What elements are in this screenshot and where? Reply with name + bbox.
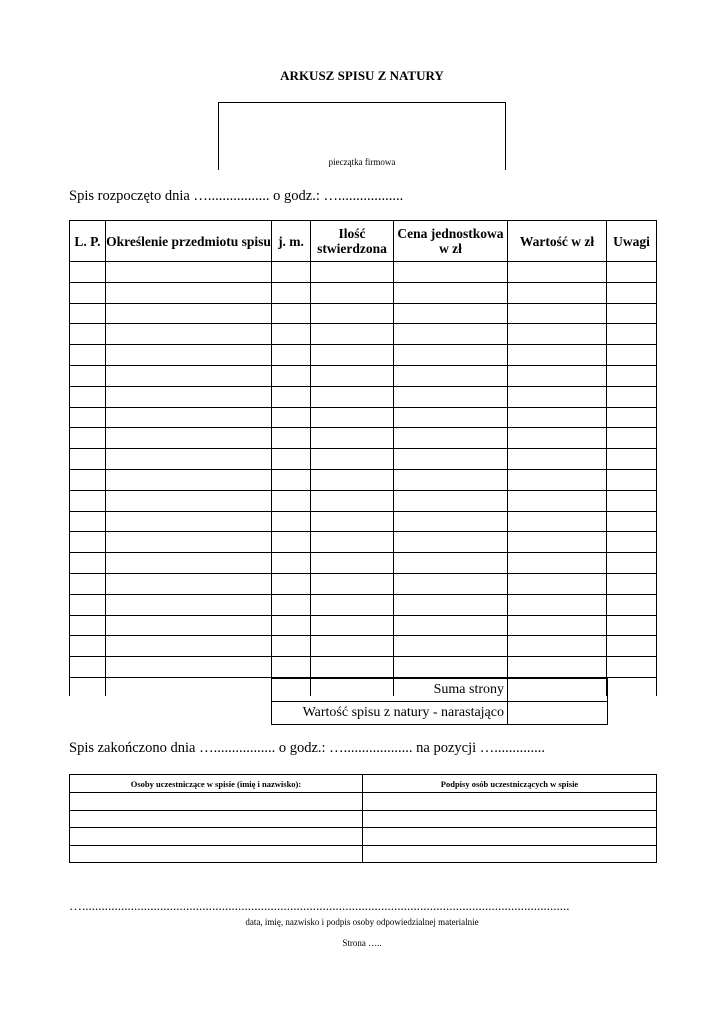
table-cell[interactable] xyxy=(70,303,106,324)
table-cell[interactable] xyxy=(311,636,394,657)
table-row xyxy=(70,657,657,678)
table-cell[interactable] xyxy=(311,511,394,532)
table-cell[interactable] xyxy=(272,553,311,574)
table-cell[interactable] xyxy=(607,428,657,449)
table-row xyxy=(70,386,657,407)
table-row xyxy=(70,615,657,636)
table-cell[interactable] xyxy=(106,657,272,678)
persons-body xyxy=(70,793,657,863)
table-cell[interactable] xyxy=(70,386,106,407)
table-cell[interactable] xyxy=(394,282,508,303)
table-cell[interactable] xyxy=(508,386,607,407)
header-quantity: Ilość stwierdzona xyxy=(311,221,394,262)
table-cell[interactable] xyxy=(607,386,657,407)
table-cell[interactable] xyxy=(394,407,508,428)
inventory-body xyxy=(70,262,657,696)
table-cell[interactable] xyxy=(607,345,657,366)
table-cell[interactable] xyxy=(272,469,311,490)
table-cell[interactable] xyxy=(272,303,311,324)
table-cell[interactable] xyxy=(70,469,106,490)
table-cell[interactable] xyxy=(607,594,657,615)
table-cell[interactable] xyxy=(106,303,272,324)
table-cell[interactable] xyxy=(394,532,508,553)
table-cell[interactable] xyxy=(70,636,106,657)
table-cell[interactable] xyxy=(607,511,657,532)
inventory-header-row xyxy=(70,221,657,262)
table-cell[interactable] xyxy=(394,345,508,366)
table-cell[interactable] xyxy=(394,324,508,345)
cumulative-cell[interactable] xyxy=(508,702,608,725)
table-cell[interactable] xyxy=(607,365,657,386)
table-row xyxy=(70,511,657,532)
table-cell[interactable] xyxy=(106,490,272,511)
table-cell[interactable] xyxy=(106,677,272,696)
table-cell[interactable] xyxy=(106,345,272,366)
end-line: Spis zakończono dnia …................. o godz.: …................... na pozycji ….............. xyxy=(69,740,546,756)
table-cell[interactable] xyxy=(311,657,394,678)
table-cell[interactable] xyxy=(70,532,106,553)
table-cell[interactable] xyxy=(70,594,106,615)
table-cell[interactable] xyxy=(311,262,394,283)
table-cell[interactable] xyxy=(70,428,106,449)
table-row xyxy=(70,490,657,511)
table-cell[interactable] xyxy=(363,845,657,863)
table-row xyxy=(70,345,657,366)
table-row xyxy=(70,793,657,811)
table-row xyxy=(70,573,657,594)
table-cell[interactable] xyxy=(363,828,657,846)
table-cell[interactable] xyxy=(508,324,607,345)
table-cell[interactable] xyxy=(607,532,657,553)
table-cell[interactable] xyxy=(508,262,607,283)
table-cell[interactable] xyxy=(394,511,508,532)
table-cell[interactable] xyxy=(106,262,272,283)
table-row xyxy=(70,303,657,324)
table-cell[interactable] xyxy=(394,615,508,636)
table-cell[interactable] xyxy=(508,490,607,511)
table-cell[interactable] xyxy=(106,594,272,615)
table-cell[interactable] xyxy=(607,262,657,283)
header-lp: L. P. xyxy=(70,221,106,262)
table-cell[interactable] xyxy=(272,511,311,532)
table-cell[interactable] xyxy=(607,657,657,678)
table-cell[interactable] xyxy=(508,365,607,386)
table-cell[interactable] xyxy=(508,636,607,657)
table-cell[interactable] xyxy=(508,511,607,532)
table-cell[interactable] xyxy=(272,573,311,594)
table-cell[interactable] xyxy=(311,428,394,449)
table-cell[interactable] xyxy=(70,511,106,532)
table-cell[interactable] xyxy=(70,365,106,386)
table-cell[interactable] xyxy=(106,324,272,345)
table-cell[interactable] xyxy=(106,636,272,657)
table-cell[interactable] xyxy=(70,828,363,846)
table-cell[interactable] xyxy=(272,262,311,283)
table-cell[interactable] xyxy=(394,469,508,490)
table-cell[interactable] xyxy=(70,615,106,636)
header-unit-price: Cena jednostkowa w zł xyxy=(394,221,508,262)
table-cell[interactable] xyxy=(508,407,607,428)
table-cell[interactable] xyxy=(363,810,657,828)
table-cell[interactable] xyxy=(106,469,272,490)
table-cell[interactable] xyxy=(106,365,272,386)
table-cell[interactable] xyxy=(508,282,607,303)
table-row xyxy=(70,636,657,657)
table-cell[interactable] xyxy=(272,365,311,386)
persons-table xyxy=(69,774,657,863)
table-cell[interactable] xyxy=(311,490,394,511)
table-cell[interactable] xyxy=(272,532,311,553)
table-cell[interactable] xyxy=(106,573,272,594)
table-cell[interactable] xyxy=(311,469,394,490)
table-cell[interactable] xyxy=(272,428,311,449)
table-row xyxy=(70,532,657,553)
table-cell[interactable] xyxy=(311,324,394,345)
table-row xyxy=(70,262,657,283)
table-row xyxy=(70,324,657,345)
table-row xyxy=(70,845,657,863)
table-cell[interactable] xyxy=(508,532,607,553)
summary-row xyxy=(272,679,608,702)
table-cell[interactable] xyxy=(70,657,106,678)
table-cell[interactable] xyxy=(607,636,657,657)
table-row xyxy=(70,810,657,828)
table-cell[interactable] xyxy=(311,615,394,636)
table-cell[interactable] xyxy=(272,657,311,678)
header-value: Wartość w zł xyxy=(508,221,607,262)
table-cell[interactable] xyxy=(272,615,311,636)
table-cell[interactable] xyxy=(70,553,106,574)
table-cell[interactable] xyxy=(394,573,508,594)
table-cell[interactable] xyxy=(70,793,363,811)
table-row xyxy=(70,553,657,574)
page-sum-label: Suma strony xyxy=(272,679,508,702)
header-signatures: Podpisy osób uczestniczących w spisie xyxy=(363,775,657,793)
persons-header-row xyxy=(70,775,657,793)
table-cell[interactable] xyxy=(70,845,363,863)
table-cell[interactable] xyxy=(607,449,657,470)
table-cell[interactable] xyxy=(106,511,272,532)
table-cell[interactable] xyxy=(394,449,508,470)
table-cell[interactable] xyxy=(106,428,272,449)
header-unit: j. m. xyxy=(272,221,311,262)
table-cell[interactable] xyxy=(607,553,657,574)
table-row xyxy=(70,828,657,846)
table-cell[interactable] xyxy=(394,428,508,449)
table-cell[interactable] xyxy=(508,615,607,636)
table-cell[interactable] xyxy=(106,615,272,636)
cumulative-label: Wartość spisu z natury - narastająco xyxy=(272,702,508,725)
table-cell[interactable] xyxy=(70,677,106,696)
table-row xyxy=(70,469,657,490)
table-cell[interactable] xyxy=(607,469,657,490)
header-participants: Osoby uczestniczące w spisie (imię i nazwisko): xyxy=(70,775,363,793)
table-cell[interactable] xyxy=(272,636,311,657)
table-cell[interactable] xyxy=(272,449,311,470)
table-cell[interactable] xyxy=(508,573,607,594)
table-cell[interactable] xyxy=(70,573,106,594)
table-cell[interactable] xyxy=(394,365,508,386)
table-cell[interactable] xyxy=(311,386,394,407)
table-cell[interactable] xyxy=(311,449,394,470)
table-row xyxy=(70,365,657,386)
table-row xyxy=(70,428,657,449)
page-sum-cell[interactable] xyxy=(508,679,608,702)
document-title: ARKUSZ SPISU Z NATURY xyxy=(280,68,444,83)
table-cell[interactable] xyxy=(607,407,657,428)
page-label: Strona ….. xyxy=(342,938,382,948)
table-cell[interactable] xyxy=(508,303,607,324)
table-cell[interactable] xyxy=(363,793,657,811)
table-cell[interactable] xyxy=(394,386,508,407)
table-cell[interactable] xyxy=(272,407,311,428)
table-cell[interactable] xyxy=(272,282,311,303)
table-cell[interactable] xyxy=(508,345,607,366)
signature-label: data, imię, nazwisko i podpis osoby odpowiedzialnej materialnie xyxy=(245,917,479,927)
table-row xyxy=(70,407,657,428)
table-cell[interactable] xyxy=(394,553,508,574)
table-cell[interactable] xyxy=(70,490,106,511)
summary-row xyxy=(272,702,608,725)
summary-table xyxy=(271,678,608,725)
table-cell[interactable] xyxy=(272,324,311,345)
table-cell[interactable] xyxy=(106,532,272,553)
table-row xyxy=(70,282,657,303)
table-cell[interactable] xyxy=(311,594,394,615)
table-cell[interactable] xyxy=(311,345,394,366)
table-cell[interactable] xyxy=(311,553,394,574)
table-cell[interactable] xyxy=(394,490,508,511)
company-stamp-box xyxy=(218,102,506,170)
header-item: Określenie przedmiotu spisu xyxy=(106,221,272,262)
table-cell[interactable] xyxy=(508,428,607,449)
table-cell[interactable] xyxy=(70,407,106,428)
table-cell[interactable] xyxy=(508,469,607,490)
table-cell[interactable] xyxy=(394,636,508,657)
table-cell[interactable] xyxy=(311,573,394,594)
table-cell[interactable] xyxy=(311,282,394,303)
table-cell[interactable] xyxy=(70,324,106,345)
table-cell[interactable] xyxy=(70,282,106,303)
table-cell[interactable] xyxy=(508,594,607,615)
table-cell[interactable] xyxy=(106,407,272,428)
table-cell[interactable] xyxy=(394,657,508,678)
header-notes: Uwagi xyxy=(607,221,657,262)
table-cell[interactable] xyxy=(508,657,607,678)
table-cell[interactable] xyxy=(394,594,508,615)
table-cell[interactable] xyxy=(607,677,657,696)
table-cell[interactable] xyxy=(70,810,363,828)
table-cell[interactable] xyxy=(272,386,311,407)
table-row xyxy=(70,449,657,470)
table-cell[interactable] xyxy=(311,365,394,386)
table-cell[interactable] xyxy=(70,345,106,366)
signature-dots-line: …...................................................................................................................................................... xyxy=(69,898,570,913)
table-cell[interactable] xyxy=(311,303,394,324)
table-cell[interactable] xyxy=(607,573,657,594)
table-cell[interactable] xyxy=(508,553,607,574)
table-cell[interactable] xyxy=(106,282,272,303)
table-cell[interactable] xyxy=(394,262,508,283)
table-cell[interactable] xyxy=(272,594,311,615)
table-row xyxy=(70,594,657,615)
table-cell[interactable] xyxy=(508,449,607,470)
table-cell[interactable] xyxy=(607,490,657,511)
table-cell[interactable] xyxy=(607,324,657,345)
table-cell[interactable] xyxy=(607,303,657,324)
table-cell[interactable] xyxy=(607,615,657,636)
start-line: Spis rozpoczęto dnia …................. o godz.: ….................. xyxy=(69,188,404,204)
table-cell[interactable] xyxy=(106,386,272,407)
table-cell[interactable] xyxy=(272,490,311,511)
table-cell[interactable] xyxy=(70,262,106,283)
stamp-label: pieczątka firmowa xyxy=(328,157,396,167)
table-cell[interactable] xyxy=(70,449,106,470)
table-cell[interactable] xyxy=(106,553,272,574)
table-cell[interactable] xyxy=(311,532,394,553)
table-cell[interactable] xyxy=(394,303,508,324)
table-cell[interactable] xyxy=(272,345,311,366)
table-cell[interactable] xyxy=(607,282,657,303)
table-cell[interactable] xyxy=(106,449,272,470)
table-cell[interactable] xyxy=(311,407,394,428)
inventory-table xyxy=(69,220,657,696)
